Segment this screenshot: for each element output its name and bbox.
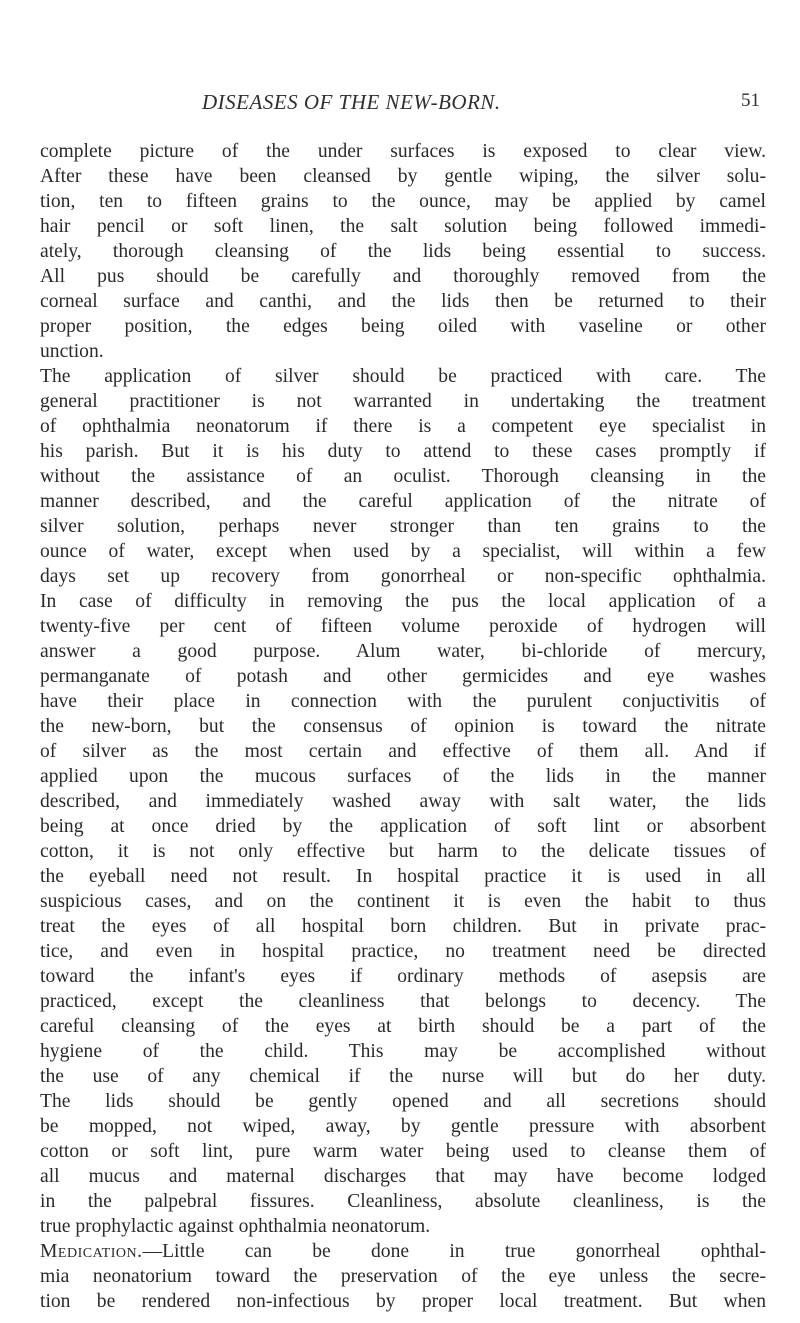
running-title: DISEASES OF THE NEW-BORN. [202, 90, 501, 114]
text-line: the eyeball need not result. In hospital practice it is used in all [40, 866, 766, 887]
text-line: days set up recovery from gonorrheal or non-specific ophthalmia. [40, 566, 766, 587]
text-line: All pus should be carefully and thoroughly removed from the [40, 266, 766, 287]
text-line: cotton, it is not only effective but harm to the delicate tissues of [40, 841, 766, 862]
text-line: careful cleansing of the eyes at birth should be a part of the [40, 1016, 766, 1037]
text-line: After these have been cleansed by gentle wiping, the silver solu- [40, 166, 766, 187]
text-line: In case of difficulty in removing the pus the local application of a [40, 591, 766, 612]
text-line: ately, thorough cleansing of the lids being essential to success. [40, 241, 766, 262]
text-line: tice, and even in hospital practice, no treatment need be directed [40, 941, 766, 962]
text-line: treat the eyes of all hospital born children. But in private prac- [40, 916, 766, 937]
text-line: toward the infant's eyes if ordinary methods of asepsis are [40, 966, 766, 987]
text-line: be mopped, not wiped, away, by gentle pressure with absorbent [40, 1116, 766, 1137]
text-line: manner described, and the careful application of the nitrate of [40, 491, 766, 512]
text-line: permanganate of potash and other germicides and eye washes [40, 666, 766, 687]
body-text [40, 139, 766, 1314]
medication-heading: Medication. [40, 1241, 143, 1262]
text-line: answer a good purpose. Alum water, bi-chloride of mercury, [40, 641, 766, 662]
text-line: his parish. But it is his duty to attend to these cases promptly if [40, 441, 766, 462]
text-line: of silver as the most certain and effective of them all. And if [40, 741, 766, 762]
medication-line-1 [40, 1239, 766, 1264]
running-head [160, 90, 760, 120]
text-line: applied upon the mucous surfaces of the lids in the manner [40, 766, 766, 787]
text-line: practiced, except the cleanliness that belongs to decency. The [40, 991, 766, 1012]
text-line: tion, ten to fifteen grains to the ounce, may be applied by camel [40, 191, 766, 212]
text-line: in the palpebral fissures. Cleanliness, absolute cleanliness, is the [40, 1191, 766, 1212]
text-line: have their place in connection with the purulent conjuctivitis of [40, 691, 766, 712]
text-line: hygiene of the child. This may be accomplished without [40, 1041, 766, 1062]
medication-line-2: mia neonatorium toward the preservation of the eye unless the secre- [40, 1266, 766, 1287]
text-line: described, and immediately washed away with salt water, the lids [40, 791, 766, 812]
text-line: cotton or soft lint, pure warm water being used to cleanse them of [40, 1141, 766, 1162]
text-line: unction. [40, 341, 104, 362]
text-line: proper position, the edges being oiled with vaseline or other [40, 316, 766, 337]
text-line: suspicious cases, and on the continent it is even the habit to thus [40, 891, 766, 912]
medication-line-1-text: —Little can be done in true gonorrheal ophthal- [142, 1241, 766, 1262]
text-line: complete picture of the under surfaces is exposed to clear view. [40, 141, 766, 162]
text-line: without the assistance of an oculist. Thorough cleansing in the [40, 466, 766, 487]
text-line: of ophthalmia neonatorum if there is a competent eye specialist in [40, 416, 766, 437]
paragraph-lines [40, 139, 766, 1239]
text-line: The application of silver should be practiced with care. The [40, 366, 766, 387]
text-line: all mucus and maternal discharges that may have become lodged [40, 1166, 766, 1187]
text-line: ounce of water, except when used by a specialist, will within a few [40, 541, 766, 562]
text-line: the use of any chemical if the nurse will but do her duty. [40, 1066, 766, 1087]
text-line: silver solution, perhaps never stronger than ten grains to the [40, 516, 766, 537]
text-line: the new-born, but the consensus of opinion is toward the nitrate [40, 716, 766, 737]
text-line: corneal surface and canthi, and the lids then be returned to their [40, 291, 766, 312]
page-number: 51 [741, 90, 760, 111]
medication-line-3: tion be rendered non-infectious by proper local treatment. But when [40, 1291, 766, 1312]
text-line: being at once dried by the application of soft lint or absorbent [40, 816, 766, 837]
text-line: true prophylactic against ophthalmia neonatorum. [40, 1216, 431, 1237]
text-line: hair pencil or soft linen, the salt solution being followed immedi- [40, 216, 766, 237]
text-line: twenty-five per cent of fifteen volume peroxide of hydrogen will [40, 616, 766, 637]
text-line: The lids should be gently opened and all secretions should [40, 1091, 766, 1112]
text-line: general practitioner is not warranted in undertaking the treatment [40, 391, 766, 412]
